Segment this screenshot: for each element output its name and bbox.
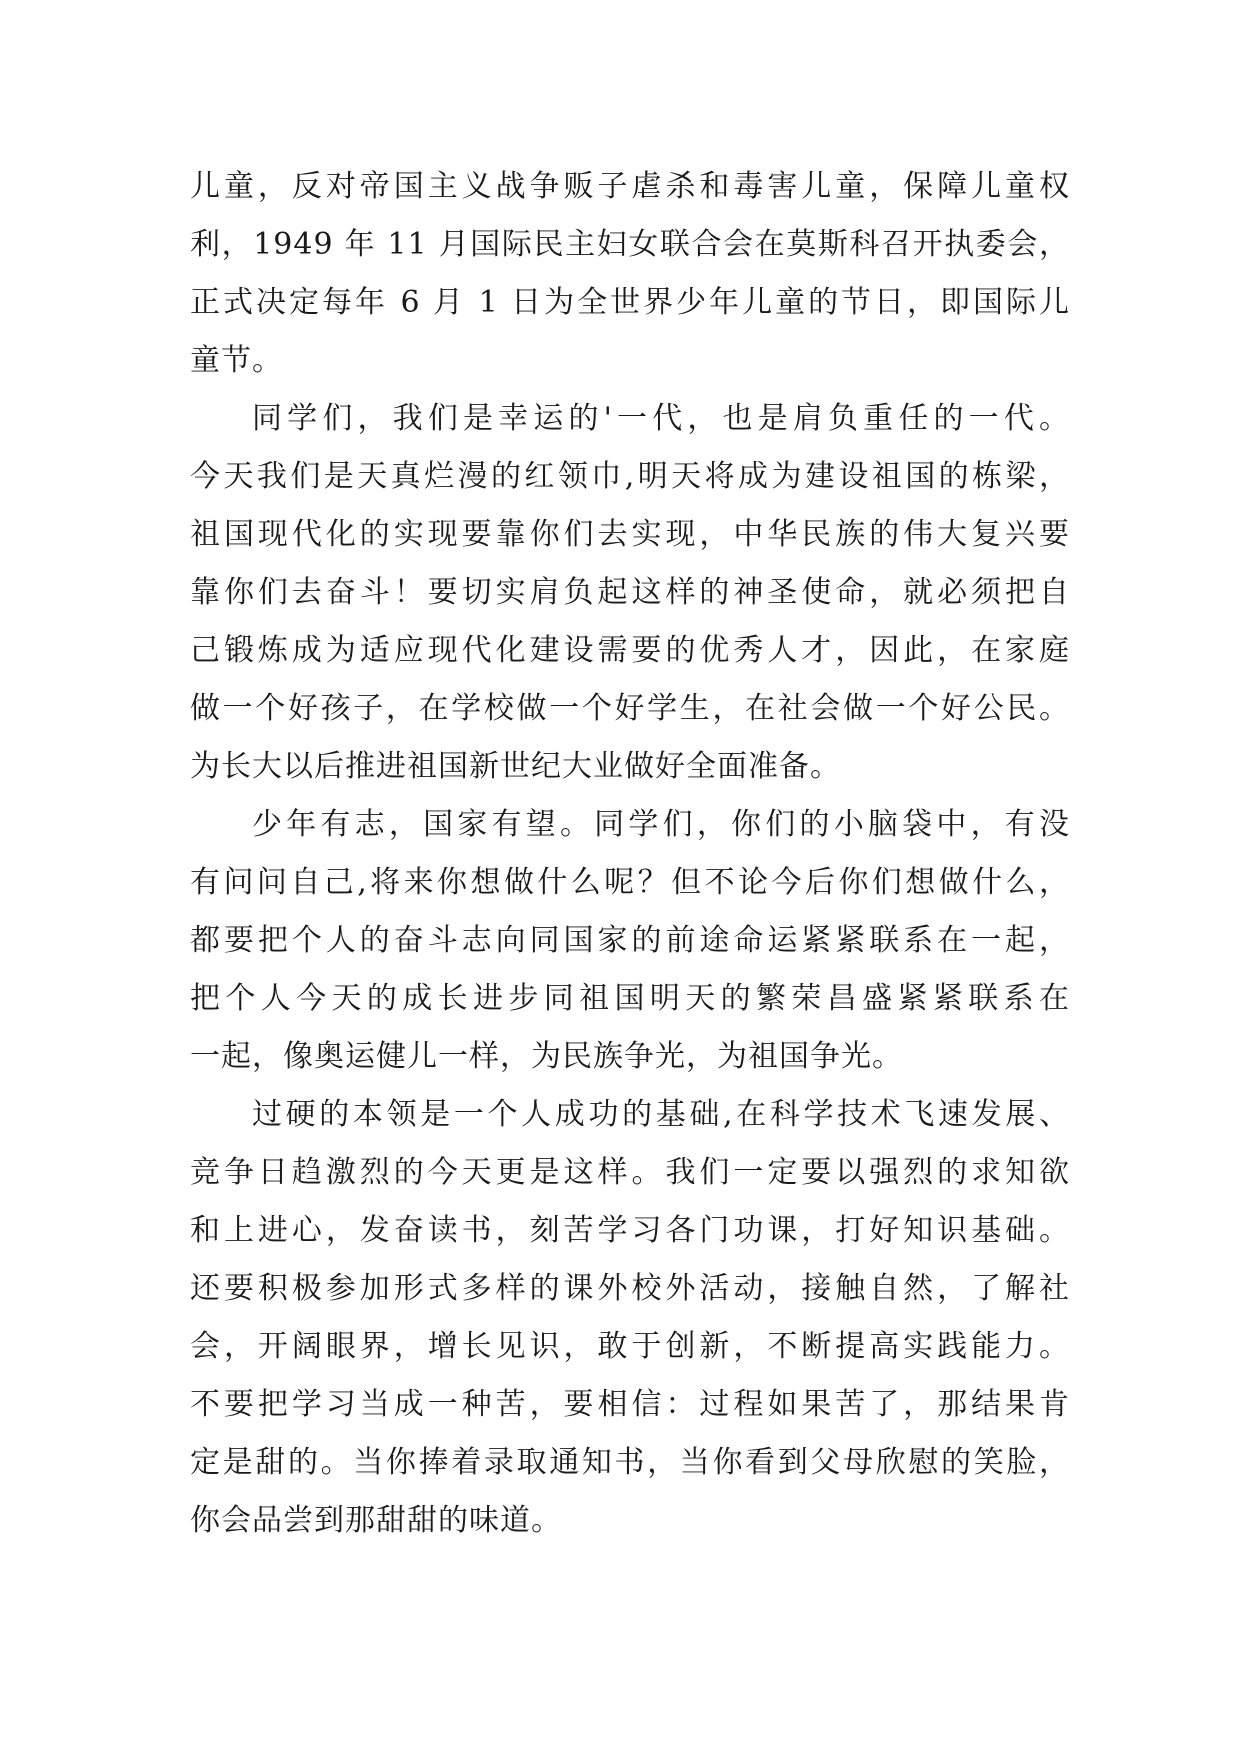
text-line: 己锻炼成为适应现代化建设需要的优秀人才，因此，在家庭 [190,633,1070,668]
text-line: 不要把学习当成一种苦，要相信：过程如果苦了，那结果肯 [190,1387,1070,1422]
text-line: 你会品尝到那甜甜的味道。 [190,1503,562,1538]
paragraph-first-line: 过硬的本领是一个人成功的基础,在科学技术飞速发展、 [252,1097,1070,1132]
text-line: 把个人今天的成长进步同祖国明天的繁荣昌盛紧紧联系在 [190,981,1070,1016]
body-text [190,158,1070,1550]
text-line: 竞争日趋激烈的今天更是这样。我们一定要以强烈的求知欲 [190,1155,1070,1190]
text-line: 会，开阔眼界，增长见识，敢于创新，不断提高实践能力。 [190,1329,1070,1364]
text-line: 和上进心，发奋读书，刻苦学习各门功课，打好知识基础。 [190,1213,1070,1248]
text-line: 一起，像奥运健儿一样，为民族争光，为祖国争光。 [190,1039,903,1074]
text-line: 有问问自己,将来你想做什么呢？但不论今后你们想做什么， [190,865,1070,900]
paragraph-first-line: 同学们，我们是幸运的'一代，也是肩负重任的一代。 [252,401,1070,436]
text-line: 童节。 [190,343,283,378]
text-line: 定是甜的。当你捧着录取通知书，当你看到父母欣慰的笑脸， [190,1445,1070,1480]
text-line: 利，1949 年 11 月国际民主妇女联合会在莫斯科召开执委会， [190,227,1070,262]
text-line: 今天我们是天真烂漫的红领巾,明天将成为建设祖国的栋梁， [190,459,1070,494]
text-line: 还要积极参加形式多样的课外校外活动，接触自然，了解社 [190,1271,1070,1306]
text-line: 靠你们去奋斗！要切实肩负起这样的神圣使命，就必须把自 [190,575,1070,610]
paragraph-first-line: 少年有志，国家有望。同学们，你们的小脑袋中，有没 [252,807,1070,842]
text-line: 做一个好孩子，在学校做一个好学生，在社会做一个好公民。 [190,691,1070,726]
text-line: 祖国现代化的实现要靠你们去实现，中华民族的伟大复兴要 [190,517,1070,552]
text-line: 正式决定每年 6 月 1 日为全世界少年儿童的节日，即国际儿 [190,285,1070,320]
text-line: 儿童，反对帝国主义战争贩子虐杀和毒害儿童，保障儿童权 [190,169,1070,204]
text-line: 都要把个人的奋斗志向同国家的前途命运紧紧联系在一起， [190,923,1070,958]
text-line: 为长大以后推进祖国新世纪大业做好全面准备。 [190,749,841,784]
